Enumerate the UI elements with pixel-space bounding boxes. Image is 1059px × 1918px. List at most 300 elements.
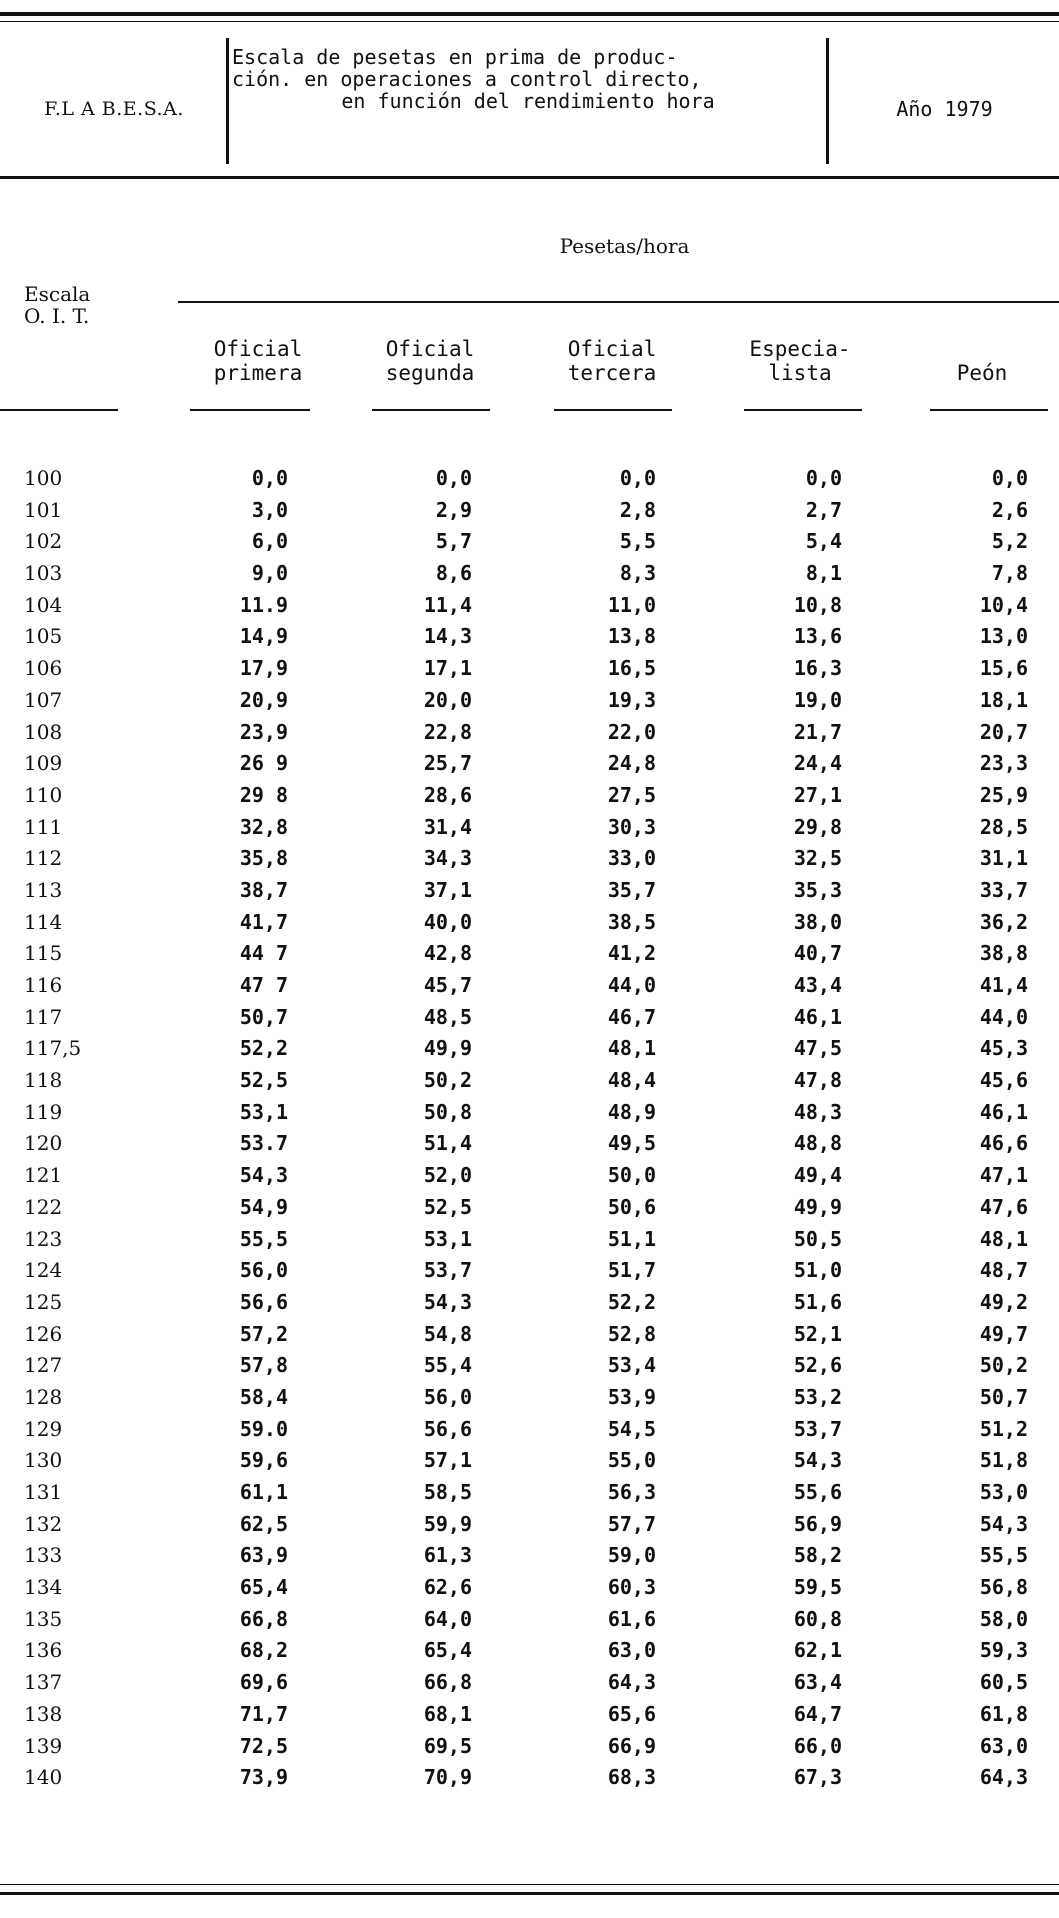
- pesetas-value: 59,5: [793, 1575, 842, 1600]
- scale-value: 136: [24, 1638, 63, 1663]
- top-rule-thick: [0, 12, 1059, 16]
- table-row: [0, 1160, 1059, 1192]
- table-row: [0, 907, 1059, 939]
- pesetas-value: 66,8: [423, 1670, 472, 1695]
- pesetas-value: 47,6: [979, 1194, 1028, 1219]
- pesetas-value: 19,0: [793, 687, 842, 712]
- table-row: [0, 970, 1059, 1002]
- table-row: [0, 590, 1059, 622]
- pesetas-value: 51,7: [607, 1258, 656, 1283]
- pesetas-value: 51,0: [793, 1258, 842, 1283]
- column-rule-especialista: [744, 409, 862, 411]
- scale-value: 127: [24, 1353, 63, 1378]
- table-row: [0, 1002, 1059, 1034]
- table-body: [0, 463, 1059, 1794]
- pesetas-value: 13,0: [979, 624, 1028, 649]
- pesetas-value: 50,2: [423, 1068, 472, 1093]
- pesetas-value: 48,1: [979, 1226, 1028, 1251]
- pesetas-value: 45,6: [979, 1068, 1028, 1093]
- scale-value: 128: [24, 1384, 63, 1409]
- pesetas-value: 72,5: [239, 1733, 288, 1758]
- pesetas-value: 18,1: [979, 687, 1028, 712]
- pesetas-value: 25,9: [979, 782, 1028, 807]
- pesetas-value: 10,8: [793, 592, 842, 617]
- table-row: [0, 1699, 1059, 1731]
- pesetas-value: 16,5: [607, 656, 656, 681]
- pesetas-value: 46,6: [979, 1131, 1028, 1156]
- table-row: [0, 938, 1059, 970]
- scale-value: 113: [24, 877, 63, 902]
- pesetas-value: 35,3: [793, 877, 842, 902]
- table-row: [0, 685, 1059, 717]
- pesetas-value: 65,6: [607, 1701, 656, 1726]
- pesetas-value: 50,5: [793, 1226, 842, 1251]
- column-header-oficial-tercera: [542, 337, 682, 385]
- scale-value: 133: [24, 1543, 63, 1568]
- table-row: [0, 1509, 1059, 1541]
- description-line-2: ción. en operaciones a control directo,: [232, 67, 702, 91]
- scale-value: 138: [24, 1701, 63, 1726]
- pesetas-value: 42,8: [423, 941, 472, 966]
- pesetas-value: 23,9: [239, 719, 288, 744]
- pesetas-value: 64,0: [423, 1606, 472, 1631]
- pesetas-value: 65,4: [239, 1575, 288, 1600]
- pesetas-value: 63,4: [793, 1670, 842, 1695]
- pesetas-value: 34,3: [423, 846, 472, 871]
- pesetas-value: 47,8: [793, 1068, 842, 1093]
- scale-value: 114: [24, 909, 63, 934]
- organization-name: F.L A B.E.S.A.: [44, 98, 184, 120]
- pesetas-value: 47,5: [793, 1036, 842, 1061]
- pesetas-value: 48,7: [979, 1258, 1028, 1283]
- pesetas-value: 69,6: [239, 1670, 288, 1695]
- pesetas-value: 51,1: [607, 1226, 656, 1251]
- pesetas-value: 48,1: [607, 1036, 656, 1061]
- scale-value: 124: [24, 1258, 63, 1283]
- pesetas-value: 41,7: [239, 909, 288, 934]
- pesetas-value: 62,5: [239, 1511, 288, 1536]
- pesetas-value: 59.0: [239, 1416, 288, 1441]
- bottom-rule-thick: [0, 1892, 1059, 1895]
- pesetas-value: 24,4: [793, 751, 842, 776]
- pesetas-value: 61,8: [979, 1701, 1028, 1726]
- pesetas-value: 68,1: [423, 1701, 472, 1726]
- pesetas-value: 27,1: [793, 782, 842, 807]
- table-row: [0, 1414, 1059, 1446]
- pesetas-value: 49,2: [979, 1289, 1028, 1314]
- pesetas-value: 50,7: [239, 1004, 288, 1029]
- column-header-especialista: [730, 337, 870, 385]
- pesetas-value: 55,4: [423, 1353, 472, 1378]
- pesetas-value: 22,0: [607, 719, 656, 744]
- pesetas-value: 23,3: [979, 751, 1028, 776]
- pesetas-value: 31,1: [979, 846, 1028, 871]
- pesetas-value: 54,5: [607, 1416, 656, 1441]
- scale-value: 109: [24, 751, 63, 776]
- pesetas-value: 30,3: [607, 814, 656, 839]
- pesetas-value: 57,8: [239, 1353, 288, 1378]
- pesetas-value: 54,8: [423, 1321, 472, 1346]
- table-row: [0, 1604, 1059, 1636]
- pesetas-value: 56,3: [607, 1480, 656, 1504]
- scale-value: 132: [24, 1511, 63, 1536]
- pesetas-value: 56,6: [239, 1289, 288, 1314]
- scale-header-line-2: O. I. T.: [24, 304, 90, 328]
- pesetas-value: 63,0: [607, 1638, 656, 1663]
- pesetas-value: 46,7: [607, 1004, 656, 1029]
- scale-header-rule: [0, 409, 118, 411]
- pesetas-value: 48,8: [793, 1131, 842, 1156]
- scale-value: 115: [24, 941, 63, 966]
- pesetas-value: 53,2: [793, 1384, 842, 1409]
- column-header-line: tercera: [567, 361, 657, 385]
- pesetas-value: 10,4: [979, 592, 1028, 617]
- pesetas-value: 49,9: [793, 1194, 842, 1219]
- pesetas-value: 0,0: [991, 466, 1028, 490]
- pesetas-value: 44,0: [979, 1004, 1028, 1029]
- pesetas-value: 56,6: [423, 1416, 472, 1441]
- pesetas-value: 29,8: [793, 814, 842, 839]
- pesetas-value: 58,2: [793, 1543, 842, 1568]
- table-row: [0, 748, 1059, 780]
- pesetas-value: 33,7: [979, 877, 1028, 902]
- pesetas-value: 52,5: [239, 1068, 288, 1093]
- pesetas-value: 20,9: [239, 687, 288, 712]
- pesetas-value: 6,0: [251, 529, 288, 554]
- pesetas-value: 45,7: [423, 973, 472, 997]
- table-row: [0, 1033, 1059, 1065]
- table-row: [0, 495, 1059, 527]
- pesetas-value: 3,0: [251, 497, 288, 522]
- pesetas-value: 68,3: [607, 1765, 656, 1790]
- scale-value: 107: [24, 687, 63, 712]
- table-row: [0, 812, 1059, 844]
- scale-value: 126: [24, 1321, 63, 1346]
- pesetas-value: 53.7: [239, 1131, 288, 1156]
- pesetas-value: 53,7: [423, 1258, 472, 1283]
- pesetas-value: 58,4: [239, 1384, 288, 1409]
- pesetas-value: 27,5: [607, 782, 656, 807]
- pesetas-value: 60,5: [979, 1670, 1028, 1695]
- scale-value: 139: [24, 1733, 63, 1758]
- table-row: [0, 875, 1059, 907]
- pesetas-value: 14,9: [239, 624, 288, 649]
- pesetas-value: 31,4: [423, 814, 472, 839]
- description-line-3: en función del rendimiento hora: [341, 89, 715, 113]
- scale-value: 120: [24, 1131, 63, 1156]
- pesetas-value: 56,0: [239, 1258, 288, 1283]
- bottom-rule-thin: [0, 1884, 1059, 1885]
- scale-value: 106: [24, 656, 63, 681]
- pesetas-value: 2,9: [435, 497, 472, 522]
- group-header-rule: [178, 301, 1059, 303]
- pesetas-value: 51,6: [793, 1289, 842, 1314]
- pesetas-value: 2,7: [805, 497, 842, 522]
- scale-value: 131: [24, 1480, 63, 1504]
- table-description: [232, 38, 824, 180]
- pesetas-value: 43,4: [793, 973, 842, 997]
- table-row: [0, 1350, 1059, 1382]
- pesetas-value: 59,9: [423, 1511, 472, 1536]
- pesetas-value: 22,8: [423, 719, 472, 744]
- pesetas-value: 56,0: [423, 1384, 472, 1409]
- pesetas-value: 59,0: [607, 1543, 656, 1568]
- column-header-line: lista: [768, 361, 832, 385]
- pesetas-value: 47,1: [979, 1163, 1028, 1188]
- pesetas-value: 25,7: [423, 751, 472, 776]
- scale-value: 103: [24, 561, 63, 586]
- pesetas-value: 45,3: [979, 1036, 1028, 1061]
- column-header-oficial-primera: [188, 337, 328, 385]
- scale-header-line-1: Escala: [24, 282, 91, 306]
- pesetas-value: 41,2: [607, 941, 656, 966]
- scale-value: 102: [24, 529, 63, 554]
- pesetas-value: 40,7: [793, 941, 842, 966]
- pesetas-value: 46,1: [979, 1099, 1028, 1124]
- pesetas-value: 54,3: [793, 1448, 842, 1473]
- table-row: [0, 653, 1059, 685]
- pesetas-value: 53,1: [423, 1226, 472, 1251]
- pesetas-value: 49,9: [423, 1036, 472, 1061]
- pesetas-value: 8,3: [619, 561, 656, 586]
- pesetas-value: 5,4: [805, 529, 842, 554]
- pesetas-value: 68,2: [239, 1638, 288, 1663]
- pesetas-value: 0,0: [805, 466, 842, 490]
- pesetas-value: 38,7: [239, 877, 288, 902]
- pesetas-value: 71,7: [239, 1701, 288, 1726]
- pesetas-value: 8,1: [805, 561, 842, 586]
- pesetas-value: 52,8: [607, 1321, 656, 1346]
- pesetas-value: 60,8: [793, 1606, 842, 1631]
- year-label: Año 1979: [896, 97, 993, 121]
- pesetas-value: 16,3: [793, 656, 842, 681]
- pesetas-value: 41,4: [979, 973, 1028, 997]
- pesetas-value: 51,4: [423, 1131, 472, 1156]
- table-row: [0, 1128, 1059, 1160]
- pesetas-value: 55,5: [239, 1226, 288, 1251]
- pesetas-value: 29 8: [239, 782, 288, 807]
- column-header-line: Oficial: [213, 337, 303, 361]
- table-row: [0, 1192, 1059, 1224]
- table-row: [0, 1065, 1059, 1097]
- table-row: [0, 1255, 1059, 1287]
- column-header-line: Oficial: [567, 337, 657, 361]
- group-header-pesetas-hora: Pesetas/hora: [559, 234, 690, 258]
- pesetas-value: 60,3: [607, 1575, 656, 1600]
- pesetas-value: 24,8: [607, 751, 656, 776]
- pesetas-value: 40,0: [423, 909, 472, 934]
- table-row: [0, 780, 1059, 812]
- pesetas-value: 64,7: [793, 1701, 842, 1726]
- pesetas-value: 53,4: [607, 1353, 656, 1378]
- pesetas-value: 53,7: [793, 1416, 842, 1441]
- pesetas-value: 36,2: [979, 909, 1028, 934]
- table-row: [0, 843, 1059, 875]
- pesetas-value: 59,3: [979, 1638, 1028, 1663]
- pesetas-value: 51,8: [979, 1448, 1028, 1473]
- pesetas-value: 67,3: [793, 1765, 842, 1790]
- scale-value: 110: [24, 782, 63, 807]
- pesetas-value: 28,5: [979, 814, 1028, 839]
- pesetas-value: 13,8: [607, 624, 656, 649]
- pesetas-value: 54,3: [423, 1289, 472, 1314]
- scale-value: 111: [24, 814, 63, 839]
- pesetas-value: 0,0: [619, 466, 656, 490]
- scale-value: 122: [24, 1194, 63, 1219]
- pesetas-value: 61,3: [423, 1543, 472, 1568]
- header-bottom-rule: [0, 176, 1059, 179]
- pesetas-value: 5,7: [435, 529, 472, 554]
- scale-value: 130: [24, 1448, 63, 1473]
- scale-value: 134: [24, 1575, 63, 1600]
- scale-value: 118: [24, 1068, 63, 1093]
- pesetas-value: 59,6: [239, 1448, 288, 1473]
- pesetas-value: 64,3: [607, 1670, 656, 1695]
- pesetas-value: 20,7: [979, 719, 1028, 744]
- pesetas-value: 50,6: [607, 1194, 656, 1219]
- pesetas-value: 66,0: [793, 1733, 842, 1758]
- pesetas-value: 55,0: [607, 1448, 656, 1473]
- table-row: [0, 1667, 1059, 1699]
- pesetas-value: 58,5: [423, 1480, 472, 1504]
- pesetas-value: 17,9: [239, 656, 288, 681]
- pesetas-value: 5,5: [619, 529, 656, 554]
- column-header-line: [912, 337, 1052, 361]
- pesetas-value: 15,6: [979, 656, 1028, 681]
- scale-value: 125: [24, 1289, 63, 1314]
- pesetas-value: 57,2: [239, 1321, 288, 1346]
- pesetas-value: 7,8: [991, 561, 1028, 586]
- pesetas-value: 54,3: [239, 1163, 288, 1188]
- pesetas-value: 56,9: [793, 1511, 842, 1536]
- pesetas-value: 55,5: [979, 1543, 1028, 1568]
- pesetas-value: 50,2: [979, 1353, 1028, 1378]
- pesetas-value: 49,7: [979, 1321, 1028, 1346]
- pesetas-value: 54,9: [239, 1194, 288, 1219]
- pesetas-value: 11.9: [239, 592, 288, 617]
- table-row: [0, 526, 1059, 558]
- table-row: [0, 463, 1059, 495]
- pesetas-value: 61,1: [239, 1480, 288, 1504]
- pesetas-value: 49,4: [793, 1163, 842, 1188]
- column-header-line: segunda: [385, 361, 475, 385]
- pesetas-value: 52,2: [239, 1036, 288, 1061]
- header-divider-left: [226, 38, 229, 164]
- pesetas-value: 9,0: [251, 561, 288, 586]
- scale-value: 119: [24, 1099, 63, 1124]
- pesetas-value: 11,4: [423, 592, 472, 617]
- scale-value: 108: [24, 719, 63, 744]
- scale-value: 117: [24, 1004, 63, 1029]
- pesetas-value: 63,0: [979, 1733, 1028, 1758]
- pesetas-value: 38,0: [793, 909, 842, 934]
- pesetas-value: 32,8: [239, 814, 288, 839]
- pesetas-value: 70,9: [423, 1765, 472, 1790]
- column-header-oficial-segunda: [360, 337, 500, 385]
- scale-value: 105: [24, 624, 63, 649]
- pesetas-value: 19,3: [607, 687, 656, 712]
- table-row: [0, 1382, 1059, 1414]
- table-row: [0, 1572, 1059, 1604]
- table-row: [0, 1224, 1059, 1256]
- column-rule-oficial-primera: [190, 409, 310, 411]
- pesetas-value: 11,0: [607, 592, 656, 617]
- table-row: [0, 1635, 1059, 1667]
- pesetas-value: 14,3: [423, 624, 472, 649]
- scale-value: 116: [24, 973, 63, 997]
- pesetas-value: 37,1: [423, 877, 472, 902]
- scale-value: 117,5: [24, 1036, 82, 1061]
- column-header-line: Especia-: [749, 337, 851, 361]
- pesetas-value: 52,0: [423, 1163, 472, 1188]
- pesetas-value: 33,0: [607, 846, 656, 871]
- pesetas-value: 73,9: [239, 1765, 288, 1790]
- pesetas-value: 38,5: [607, 909, 656, 934]
- column-rule-peon: [930, 409, 1048, 411]
- table-row: [0, 1477, 1059, 1509]
- pesetas-value: 44 7: [239, 941, 288, 966]
- column-header-line: Oficial: [385, 337, 475, 361]
- pesetas-value: 52,2: [607, 1289, 656, 1314]
- scale-value: 112: [24, 846, 63, 871]
- pesetas-value: 61,6: [607, 1606, 656, 1631]
- pesetas-value: 38,8: [979, 941, 1028, 966]
- pesetas-value: 44,0: [607, 973, 656, 997]
- scale-value: 129: [24, 1416, 63, 1441]
- scale-value: 123: [24, 1226, 63, 1251]
- scale-value: 135: [24, 1606, 63, 1631]
- pesetas-value: 32,5: [793, 846, 842, 871]
- scale-value: 104: [24, 592, 63, 617]
- header-divider-right: [826, 38, 829, 164]
- pesetas-value: 56,8: [979, 1575, 1028, 1600]
- pesetas-value: 50,0: [607, 1163, 656, 1188]
- pesetas-value: 0,0: [435, 466, 472, 490]
- pesetas-value: 49,5: [607, 1131, 656, 1156]
- pesetas-value: 2,6: [991, 497, 1028, 522]
- table-row: [0, 1540, 1059, 1572]
- scale-value: 137: [24, 1670, 63, 1695]
- pesetas-value: 51,2: [979, 1416, 1028, 1441]
- table-row: [0, 621, 1059, 653]
- pesetas-value: 62,6: [423, 1575, 472, 1600]
- pesetas-value: 57,1: [423, 1448, 472, 1473]
- pesetas-value: 66,9: [607, 1733, 656, 1758]
- pesetas-value: 52,5: [423, 1194, 472, 1219]
- pesetas-value: 50,7: [979, 1384, 1028, 1409]
- pesetas-value: 48,9: [607, 1099, 656, 1124]
- scale-value: 140: [24, 1765, 63, 1790]
- pesetas-value: 0,0: [251, 466, 288, 490]
- pesetas-value: 62,1: [793, 1638, 842, 1663]
- column-rule-oficial-segunda: [372, 409, 490, 411]
- table-row: [0, 558, 1059, 590]
- pesetas-value: 53,1: [239, 1099, 288, 1124]
- pesetas-value: 8,6: [435, 561, 472, 586]
- pesetas-value: 48,5: [423, 1004, 472, 1029]
- pesetas-value: 35,7: [607, 877, 656, 902]
- table-row: [0, 1731, 1059, 1763]
- pesetas-value: 46,1: [793, 1004, 842, 1029]
- pesetas-value: 57,7: [607, 1511, 656, 1536]
- pesetas-value: 26 9: [239, 751, 288, 776]
- pesetas-value: 48,4: [607, 1068, 656, 1093]
- pesetas-value: 17,1: [423, 656, 472, 681]
- pesetas-value: 55,6: [793, 1480, 842, 1504]
- pesetas-value: 53,9: [607, 1384, 656, 1409]
- pesetas-value: 20,0: [423, 687, 472, 712]
- table-row: [0, 1319, 1059, 1351]
